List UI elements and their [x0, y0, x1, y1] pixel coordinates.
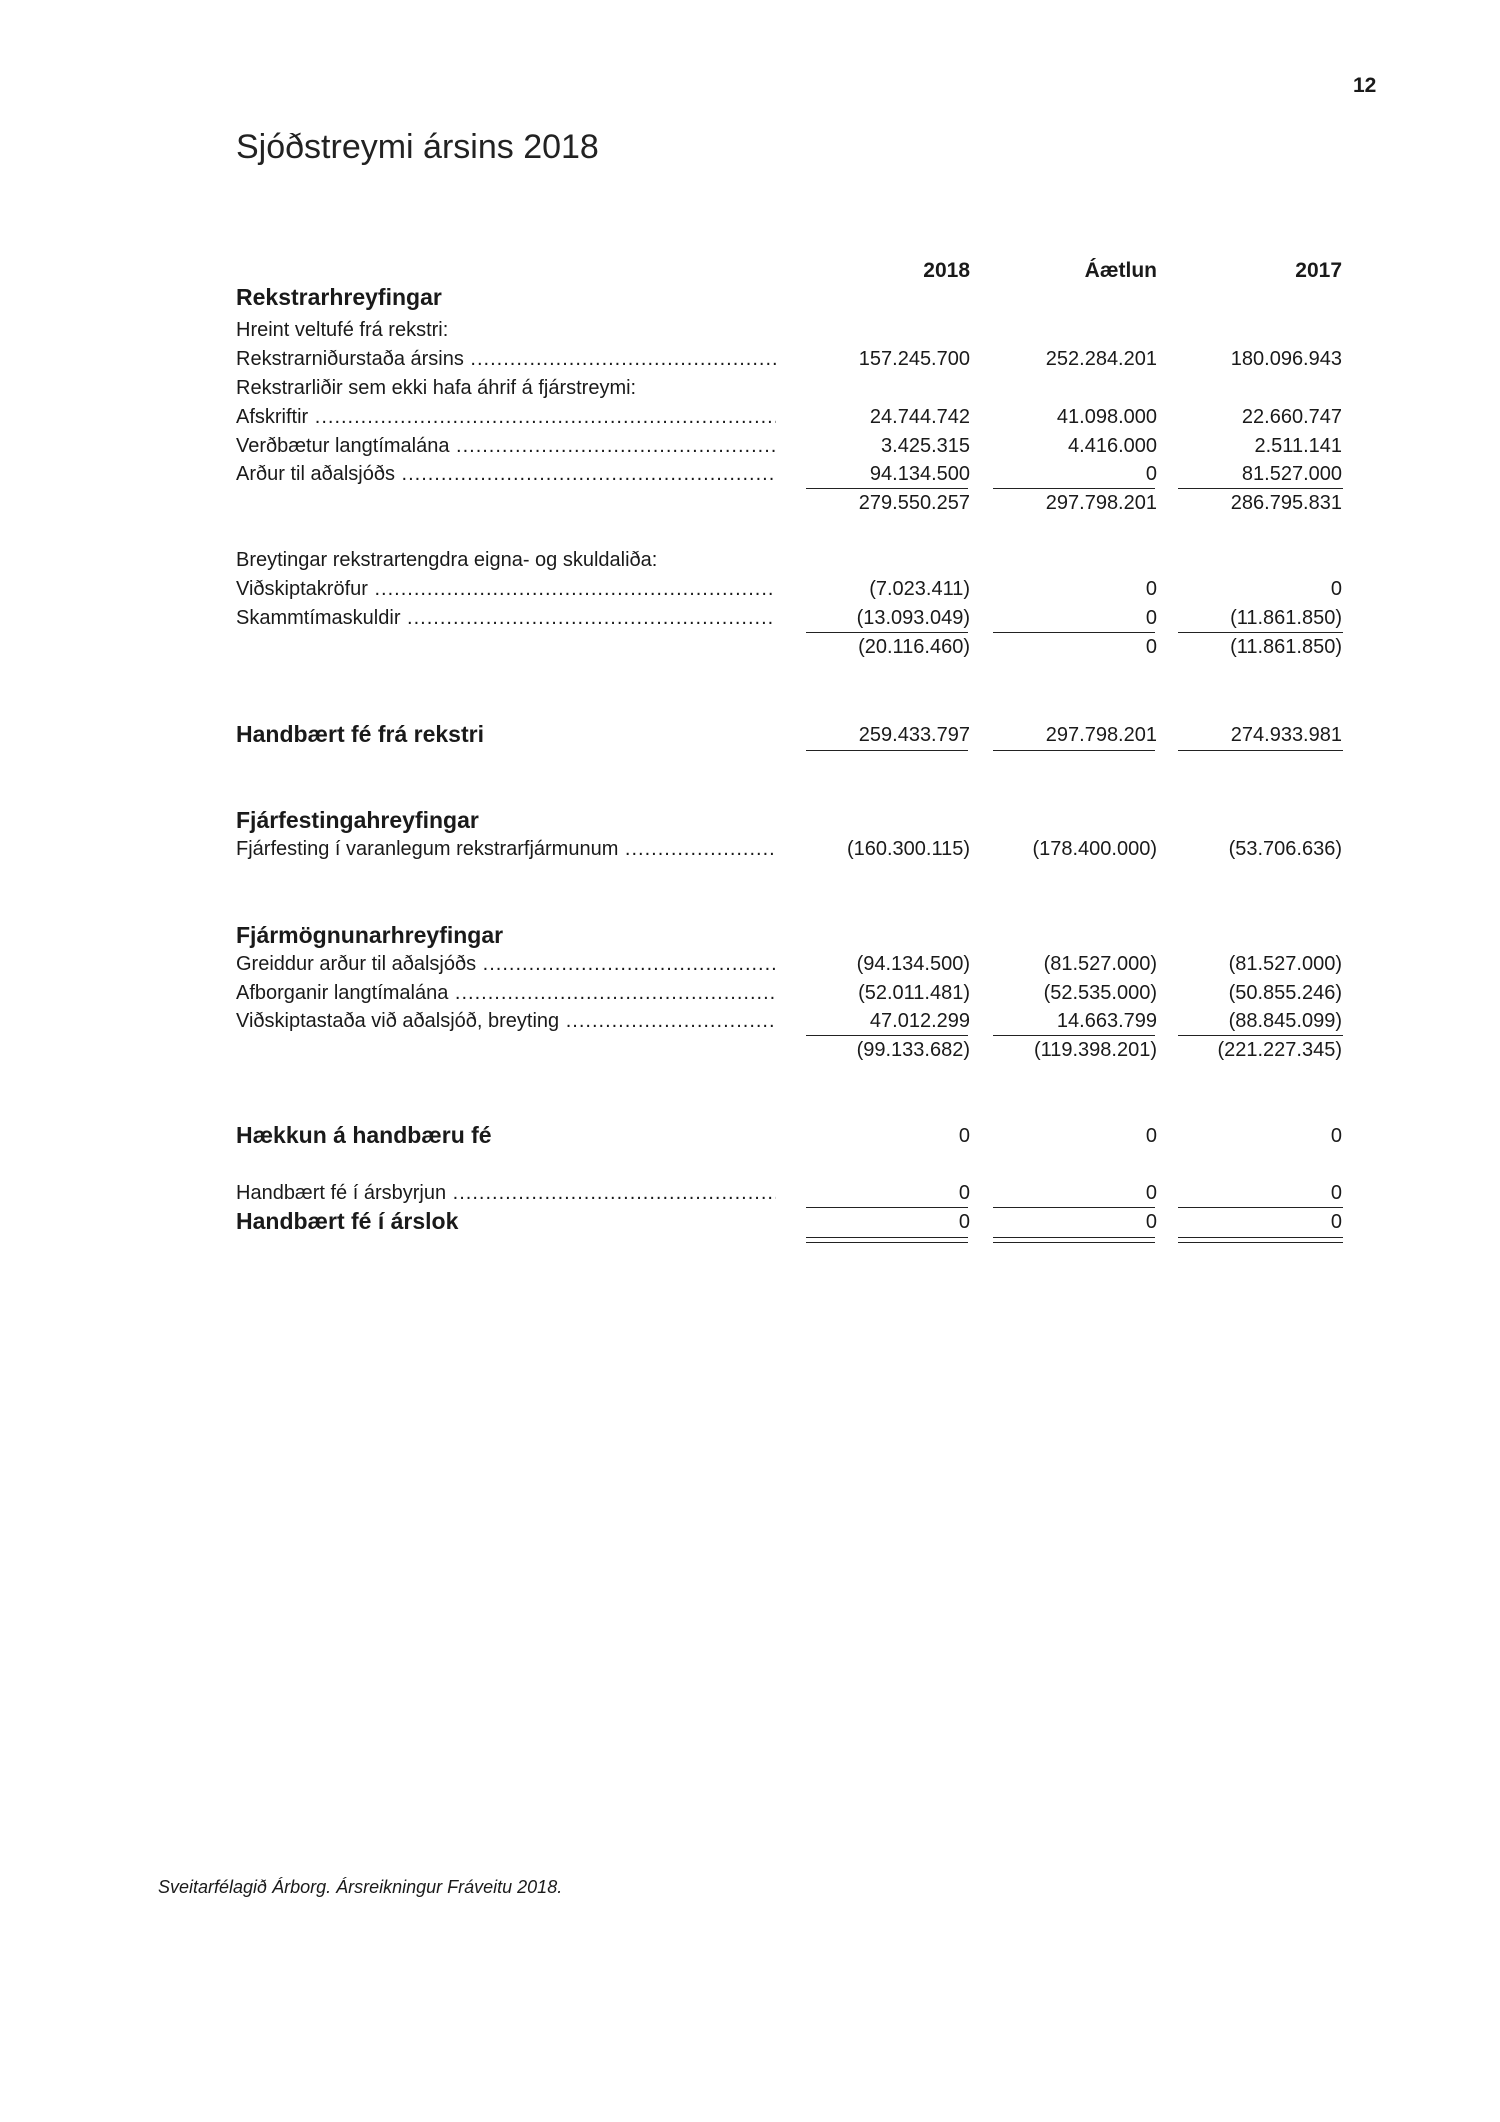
subtotal-rule — [993, 632, 1155, 633]
row-label: Afborganir langtímalána ..... — [236, 982, 776, 1005]
subtotal-rule — [1178, 632, 1343, 633]
subtotal-rule — [806, 632, 968, 633]
value-cell: 274.933.981 — [1230, 724, 1342, 746]
value-cell: (13.093.049) — [856, 607, 970, 629]
subtotal-cell: 0 — [1145, 636, 1157, 658]
row-label: Rekstrarniðurstaða ársins ..... — [236, 348, 776, 371]
arslok-label: Handbært fé í árslok — [236, 1208, 459, 1234]
section-heading-breytingar: Breytingar rekstrartengdra eigna- og skuldaliða: — [236, 549, 658, 571]
double-rule — [993, 1237, 1155, 1238]
value-cell: 81.527.000 — [1241, 463, 1342, 485]
row-label: Verðbætur langtímalána ..... — [236, 435, 776, 458]
value-cell: (50.855.246) — [1228, 982, 1342, 1004]
value-cell: 157.245.700 — [858, 348, 970, 370]
row-label: Afskriftir ..... — [236, 406, 776, 429]
value-cell: 259.433.797 — [858, 724, 970, 746]
value-cell: 0 — [1145, 607, 1157, 629]
total-rule — [806, 750, 968, 751]
subtotal-cell: (20.116.460) — [858, 636, 970, 658]
value-cell: 0 — [958, 1125, 970, 1147]
row-label: Arður til aðalsjóðs ..... — [236, 463, 776, 486]
value-cell: 0 — [1145, 1125, 1157, 1147]
value-cell: 94.134.500 — [869, 463, 970, 485]
value-cell: 22.660.747 — [1241, 406, 1342, 428]
value-cell: (160.300.115) — [846, 838, 970, 860]
value-cell: (53.706.636) — [1228, 838, 1342, 860]
subtotal-rule — [993, 488, 1155, 489]
subtotal-rule — [993, 1035, 1155, 1036]
subtotal-rule — [806, 488, 968, 489]
value-cell: 0 — [958, 1182, 970, 1204]
value-cell: 0 — [1330, 1125, 1342, 1147]
row-label: Viðskiptastaða við aðalsjóð, breyting ..... — [236, 1010, 776, 1033]
page-number: 12 — [1353, 74, 1377, 97]
value-cell: 180.096.943 — [1230, 348, 1342, 370]
value-cell: 0 — [1145, 578, 1157, 600]
subtotal-cell: (99.133.682) — [856, 1039, 970, 1061]
page-title: Sjóðstreymi ársins 2018 — [236, 128, 599, 166]
value-cell: 2.511.141 — [1254, 435, 1342, 457]
row-label: Rekstrarliðir sem ekki hafa áhrif á fjárstreymi: — [236, 377, 637, 399]
value-cell: 0 — [1330, 1211, 1342, 1233]
value-cell: (7.023.411) — [869, 578, 970, 600]
value-cell: 3.425.315 — [881, 435, 970, 457]
section-heading-fjarfesting: Fjárfestingahreyfingar — [236, 807, 479, 833]
value-cell: (94.134.500) — [856, 953, 970, 975]
value-cell: 0 — [958, 1211, 970, 1233]
value-cell: (52.011.481) — [858, 982, 970, 1004]
value-cell: (11.861.850) — [1230, 607, 1342, 629]
total-rule — [993, 750, 1155, 751]
value-cell: 0 — [1330, 578, 1342, 600]
footer-text: Sveitarfélagið Árborg. Ársreikningur Fráveitu 2018. — [158, 1877, 563, 1897]
subtotal-rule — [806, 1035, 968, 1036]
value-cell: 4.416.000 — [1068, 435, 1157, 457]
double-rule — [1178, 1242, 1343, 1243]
column-header-2017: 2017 — [1295, 259, 1342, 282]
subtotal-rule — [806, 1207, 968, 1208]
double-rule — [806, 1237, 968, 1238]
subheading-veltufe: Hreint veltufé frá rekstri: — [236, 319, 449, 341]
value-cell: 252.284.201 — [1045, 348, 1157, 370]
row-label: Skammtímaskuldir ..... — [236, 607, 776, 630]
value-cell: 297.798.201 — [1045, 724, 1157, 746]
total-rule — [1178, 750, 1343, 751]
double-rule — [806, 1242, 968, 1243]
value-cell: (88.845.099) — [1228, 1010, 1342, 1032]
row-label: Handbært fé í ársbyrjun ..... — [236, 1182, 776, 1205]
column-header-aaetlun: Áætlun — [1084, 259, 1157, 282]
subtotal-cell: 279.550.257 — [858, 492, 970, 514]
row-label: Greiddur arður til aðalsjóðs ..... — [236, 953, 776, 976]
row-label: Fjárfesting í varanlegum rekstrarfjármunum ..... — [236, 838, 776, 861]
section-heading-fjarmognun: Fjármögnunarhreyfingar — [236, 922, 504, 948]
value-cell: 47.012.299 — [869, 1010, 970, 1032]
subtotal-rule — [1178, 1207, 1343, 1208]
subtotal-cell: 297.798.201 — [1045, 492, 1157, 514]
section-heading-rekstur: Rekstrarhreyfingar — [236, 284, 442, 310]
value-cell: (81.527.000) — [1043, 953, 1157, 975]
value-cell: 24.744.742 — [869, 406, 970, 428]
value-cell: 0 — [1145, 1182, 1157, 1204]
subtotal-rule — [1178, 1035, 1343, 1036]
subtotal-cell: 286.795.831 — [1230, 492, 1342, 514]
haekkun-label: Hækkun á handbæru fé — [236, 1122, 492, 1148]
subtotal-rule — [993, 1207, 1155, 1208]
double-rule — [1178, 1237, 1343, 1238]
value-cell: 0 — [1145, 1211, 1157, 1233]
value-cell: 41.098.000 — [1056, 406, 1157, 428]
value-cell: 0 — [1145, 463, 1157, 485]
value-cell: (52.535.000) — [1043, 982, 1157, 1004]
value-cell: (81.527.000) — [1228, 953, 1342, 975]
handbaert-rekstri-label: Handbært fé frá rekstri — [236, 721, 484, 747]
value-cell: 14.663.799 — [1056, 1010, 1157, 1032]
double-rule — [993, 1242, 1155, 1243]
subtotal-rule — [1178, 488, 1343, 489]
subtotal-cell: (221.227.345) — [1217, 1039, 1342, 1061]
row-label: Viðskiptakröfur ..... — [236, 578, 776, 601]
value-cell: 0 — [1330, 1182, 1342, 1204]
column-header-2018: 2018 — [923, 259, 970, 282]
value-cell: (178.400.000) — [1032, 838, 1157, 860]
subtotal-cell: (11.861.850) — [1230, 636, 1342, 658]
subtotal-cell: (119.398.201) — [1033, 1039, 1157, 1061]
